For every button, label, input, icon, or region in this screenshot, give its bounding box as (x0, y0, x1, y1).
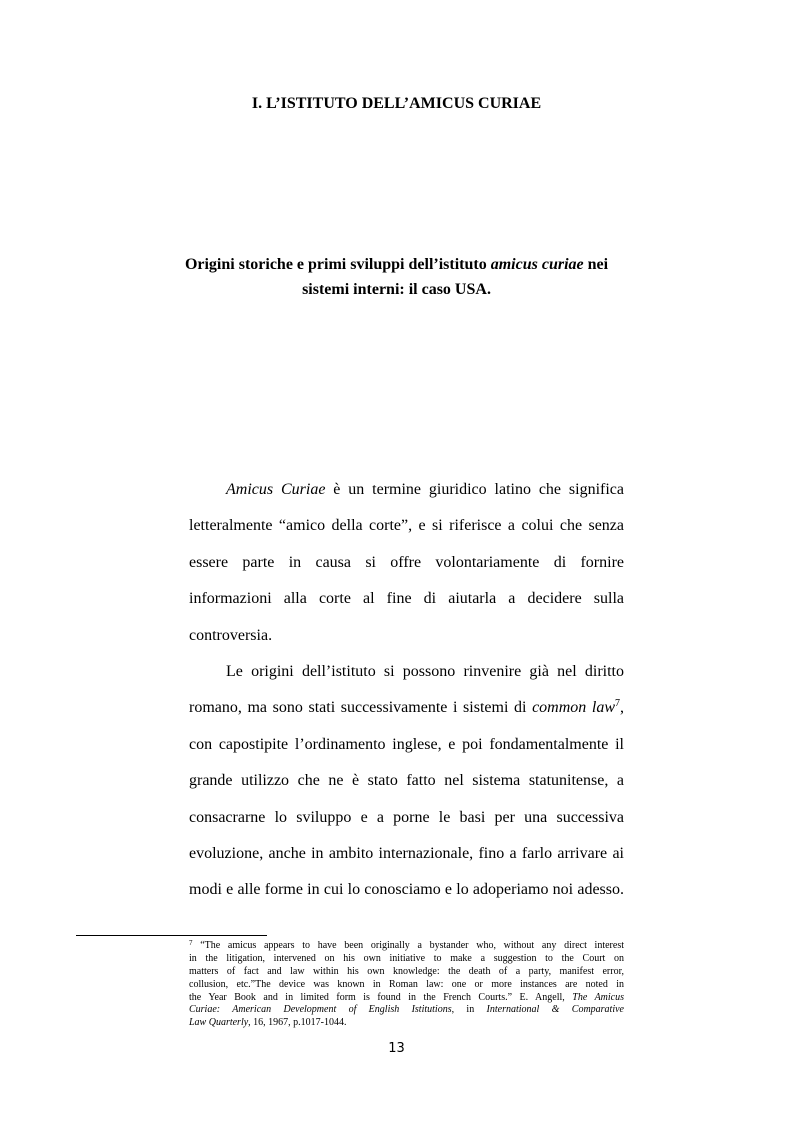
footnote-text: “The amicus appears to have been originally a bystander who, without any direct interest (192, 940, 624, 951)
paragraph-2-line-6: evoluzione, anche in ambito internazionale, fino a farlo arrivare ai (189, 844, 624, 862)
paragraph-2-line-4: grande utilizzo che ne è stato fatto nel sistema statunitense, a (189, 772, 624, 790)
paragraph-2-line-7: modi e alle forme in cui lo conosciamo e lo adoperiamo noi adesso. (189, 881, 624, 899)
footnote-line-3: matters of fact and law within his own knowledge: the death of a party, manifest error, (189, 965, 624, 977)
paragraph-text: , (620, 699, 625, 717)
paragraph-1-line-3: essere parte in causa si offre volontariamente di fornire (189, 553, 624, 571)
citation-journal: International & Comparative (486, 1004, 624, 1016)
term-emphasis: common law (532, 699, 616, 717)
paragraph-text: romano, ma sono stati successivamente i sistemi di (189, 699, 533, 717)
citation-title: The Amicus (572, 991, 625, 1003)
footnote-separator (76, 935, 267, 936)
paragraph-2-line-3: con capostipite l’ordinamento inglese, e poi fondamentalmente il (189, 735, 624, 753)
section-title-line-2: sistemi interni: il caso USA. (302, 281, 491, 298)
paragraph-2-line-2 (189, 690, 624, 726)
footnote-line-5 (189, 992, 624, 1005)
footnote-text: , in (451, 1004, 487, 1016)
chapter-title: I. L’ISTITUTO DELL’AMICUS CURIAE (251, 95, 542, 112)
citation-journal: Law Quarterly (189, 1017, 249, 1029)
footnote-number: 7 (189, 939, 193, 947)
section-title-line-1 (160, 252, 633, 277)
footnote-line-6 (189, 1004, 624, 1017)
footnote-line-1 (189, 940, 624, 953)
section-title (160, 252, 633, 302)
paragraph-2-line-5: consacrarne lo sviluppo e a porne le basi per una successiva (189, 808, 624, 826)
page-number: 13 (388, 1041, 405, 1056)
footnote (189, 940, 624, 1030)
footnote-reference[interactable]: 7 (615, 698, 621, 710)
paragraph-1-line-4: informazioni alla corte al fine di aiutarla a decidere sulla (189, 590, 624, 608)
footnote-text: , 16, 1967, p.1017-1044. (248, 1017, 347, 1029)
section-title-text: Origini storiche e primi sviluppi dell’istituto (184, 256, 491, 273)
footnote-text: the Year Book and in limited form is found in the French Courts.” E. Angell, (189, 991, 573, 1003)
body-text (189, 472, 624, 909)
paragraph-1-line-5: controversia. (189, 626, 273, 644)
footnote-line-4: collusion, etc.”The device was known in Roman law: one or more instances are noted in (189, 978, 624, 990)
paragraph-1-line-1 (189, 472, 624, 508)
citation-title: Curiae: American Development of English Istitutions (189, 1004, 452, 1016)
paragraph-1-line-2: letteralmente “amico della corte”, e si riferisce a colui che senza (189, 517, 624, 535)
paragraph-2-line-1: Le origini dell’istituto si possono rinvenire già nel diritto (226, 662, 624, 680)
section-title-text: nei (583, 256, 609, 273)
paragraph-text: è un termine giuridico latino che significa (325, 481, 625, 498)
term-emphasis: Amicus Curiae (226, 481, 326, 498)
section-title-emphasis: amicus curiae (490, 256, 584, 273)
footnote-line-2: in the litigation, intervened on his own initiative to make a suggestion to the Court on (189, 952, 624, 964)
footnote-line-7 (189, 1017, 624, 1030)
